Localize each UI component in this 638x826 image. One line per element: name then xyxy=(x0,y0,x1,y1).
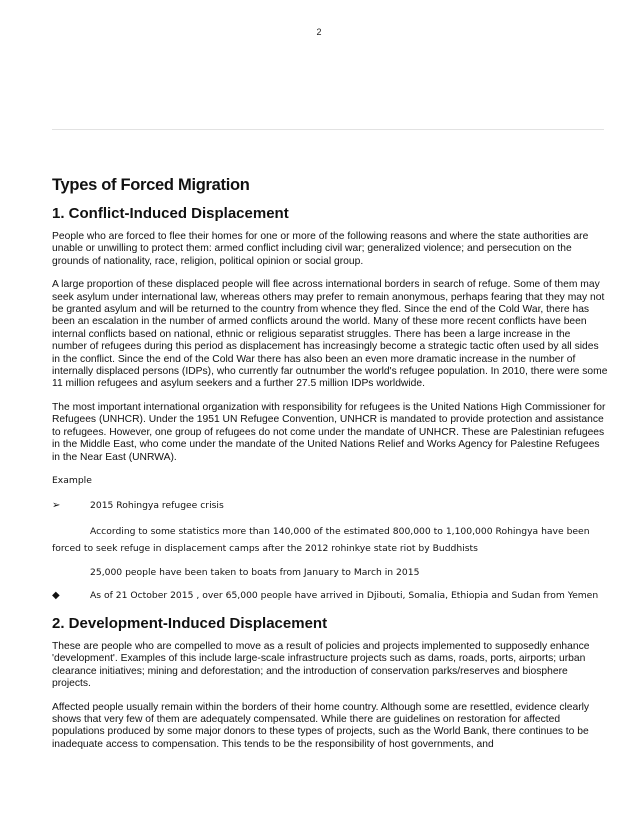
section-heading-development: 2. Development-Induced Displacement xyxy=(52,614,328,632)
statistics-line: forced to seek refuge in displacement camps after the 2012 rohinkye state riot by Buddhists xyxy=(52,542,478,554)
section-development xyxy=(52,615,608,751)
arrow-bullet-icon: ➢ xyxy=(52,499,61,511)
bullet-item-rohingya xyxy=(52,500,608,511)
boats-statistic: 25,000 people have been taken to boats from January to March in 2015 xyxy=(90,566,420,578)
paragraph: People who are forced to flee their homes for one or more of the following reasons and where the state authorities are unable or unwilling to protect them: armed conflict including civil war; generalized violence; and persecution on the grounds of nationality, race, religion, political opinion or social group. xyxy=(52,231,589,267)
document-title: Types of Forced Migration xyxy=(52,176,250,194)
header-divider xyxy=(52,129,604,130)
bullet-item-yemen xyxy=(52,590,608,601)
paragraph: The most important international organization with responsibility for refugees is the United Nations High Commissioner for Refugees (UNHCR). Under the 1951 UN Refugee Convention, UNHCR is mandated to provide protection and assistance to refugees. However, one group of refugees do not come under the mandate of UNHCR. These are Palestinian refugees in the Middle East, who come under the mandate of the United Nations Relief and Works Agency for Palestine Refugees in the Near East (UNRWA). xyxy=(52,401,606,463)
diamond-bullet-icon: ◆ xyxy=(52,589,60,601)
statistics-paragraph xyxy=(52,523,608,557)
paragraph: Affected people usually remain within the borders of their home country. Although some are resettled, evidence clearly shows that very few of them are adequately compensated. While there are guidelines on restoration for affected populations produced by some major donors to these types of projects, such as the World Bank, there continues to be inadequate access to compensation. This tends to be the responsibility of host governments, and xyxy=(52,701,590,750)
example-label: Example xyxy=(52,474,92,486)
section-heading-conflict: 1. Conflict-Induced Displacement xyxy=(52,205,289,222)
page-number: 2 xyxy=(316,27,322,37)
paragraph: These are people who are compelled to move as a result of policies and projects implemented to supposedly enhance 'development'. Examples of this include large-scale infrastructure projects such as dams, roads, ports, airports; urban clearance initiatives; mining and deforestation; and the introduction of conservation parks/reserves and biosphere projects. xyxy=(52,640,590,690)
bullet-text: As of 21 October 2015 , over 65,000 people have arrived in Djibouti, Somalia, Ethiopia and Sudan from Yemen xyxy=(90,589,599,601)
document-body xyxy=(52,176,608,762)
bullet-text: 2015 Rohingya refugee crisis xyxy=(90,499,224,511)
paragraph: A large proportion of these displaced people will flee across international borders in search of refuge. Some of them may seek asylum under international law, whereas others may prefer to remain anonymous, perhaps fearing that they may not be granted asylum and will be returned to the country from whence they fled. Since the end of the Cold War, there has been an escalation in the number of armed conflicts around the world. Many of these more recent conflicts have been internal conflicts based on national, ethnic or religious separatist struggles. There has been a large increase in the number of refugees during this period as displacement has increasingly become a strategic tactic often used by all sides in the conflict. Since the end of the Cold War there has also been an even more dramatic increase in the number of internally displaced persons (IDPs), who currently far outnumber the world's refugee population. In 2010, there were some 11 million refugees and asylum seekers and a further 27.5 million IDPs worldwide. xyxy=(52,279,608,390)
statistics-line: According to some statistics more than 140,000 of the estimated 800,000 to 1,100,000 Rohingya have been xyxy=(90,525,590,537)
